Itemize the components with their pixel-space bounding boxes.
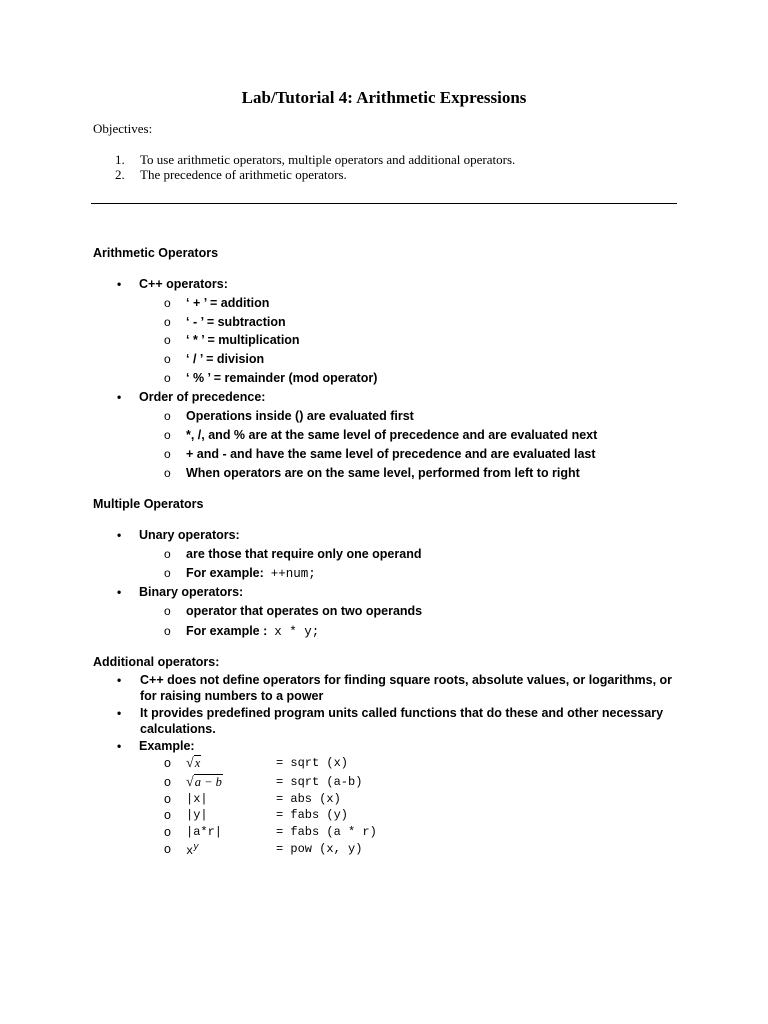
bullet-dot-icon: •: [117, 706, 122, 720]
bullet-label: Example:: [139, 739, 195, 753]
math-expression: |x|: [186, 792, 208, 806]
list-item: [164, 333, 300, 347]
list-item-text: are those that require only one operand: [186, 547, 422, 561]
section-heading-additional: Additional operators:: [93, 655, 220, 669]
math-expression: $x^y$: [186, 842, 199, 858]
list-item-text: ‘ * ’ = multiplication: [186, 333, 300, 347]
hollow-bullet-icon: o: [164, 604, 171, 618]
function-call: = fabs (a * r): [276, 825, 377, 839]
hollow-bullet-icon: o: [164, 756, 171, 770]
hollow-bullet-icon: o: [164, 792, 171, 806]
bullet-dot-icon: •: [117, 390, 122, 404]
bullet-dot-icon: •: [117, 673, 122, 687]
list-item-text: ‘ - ’ = subtraction: [186, 315, 286, 329]
hollow-bullet-icon: o: [164, 775, 171, 789]
bullet-cpp-operators: [117, 277, 228, 291]
paragraph-no-operators: C++ does not define operators for finding square roots, absolute values, or logarithms, or for raising numbers to a power: [140, 673, 673, 703]
hollow-bullet-icon: o: [164, 428, 171, 442]
list-item-text: ‘ / ’ = division: [186, 352, 265, 366]
list-item-text: When operators are on the same level, performed from left to right: [186, 466, 580, 480]
code-snippet: x * y;: [274, 625, 320, 639]
hollow-bullet-icon: o: [164, 352, 171, 366]
bullet-unary-operators: [117, 528, 240, 542]
hollow-bullet-icon: o: [164, 447, 171, 461]
bullet-label: Binary operators:: [139, 585, 244, 599]
hollow-bullet-icon: o: [164, 315, 171, 329]
objectives-label: Objectives:: [93, 121, 153, 136]
bullet-label: Order of precedence:: [139, 390, 266, 404]
bullet-dot-icon: •: [117, 585, 122, 599]
hollow-bullet-icon: o: [164, 808, 171, 822]
objective-item: [115, 167, 347, 183]
hollow-bullet-icon: o: [164, 825, 171, 839]
section-heading-multiple: Multiple Operators: [93, 497, 204, 511]
hollow-bullet-icon: o: [164, 371, 171, 385]
list-item: [164, 624, 319, 639]
function-call: = sqrt (a-b): [276, 775, 363, 789]
square-root-icon: √: [186, 756, 194, 771]
list-item: [164, 371, 377, 385]
list-item: [164, 604, 422, 618]
horizontal-divider: [91, 203, 677, 204]
list-item-text: operator that operates on two operands: [186, 604, 423, 618]
list-item: [164, 352, 264, 366]
paragraph-predefined-functions: It provides predefined program units called functions that do these and other necessary calculations.: [140, 706, 664, 736]
list-item-text: Operations inside () are evaluated first: [186, 409, 414, 423]
code-snippet: ++num;: [270, 567, 316, 581]
hollow-bullet-icon: o: [164, 296, 171, 310]
bullet-dot-icon: •: [117, 528, 122, 542]
objective-number: 2.: [115, 167, 125, 182]
math-expression: √a − b: [186, 775, 222, 790]
list-item-text: *, /, and % are at the same level of precedence and are evaluated next: [186, 428, 598, 442]
hollow-bullet-icon: o: [164, 842, 171, 856]
hollow-bullet-icon: o: [164, 466, 171, 480]
list-item: [164, 547, 421, 561]
section-heading-arithmetic: Arithmetic Operators: [93, 246, 219, 260]
hollow-bullet-icon: o: [164, 624, 171, 638]
function-call: = sqrt (x): [276, 756, 349, 770]
hollow-bullet-icon: o: [164, 566, 171, 580]
list-item-text: + and - and have the same level of precedence and are evaluated last: [186, 447, 596, 461]
page-title: Lab/Tutorial 4: Arithmetic Expressions: [241, 88, 527, 107]
list-item: [164, 428, 597, 442]
list-item-text: ‘ % ’ = remainder (mod operator): [186, 371, 378, 385]
objective-text: The precedence of arithmetic operators.: [140, 167, 347, 182]
list-item-text: For example:: [186, 566, 264, 580]
bullet-label: Unary operators:: [139, 528, 240, 542]
bullet-order-of-precedence: [117, 390, 265, 404]
math-expression: |a*r|: [186, 825, 223, 839]
function-call: = pow (x, y): [276, 842, 363, 856]
example-row: [164, 756, 424, 774]
example-row: [164, 842, 424, 860]
bullet-dot-icon: •: [117, 739, 122, 753]
objective-item: [115, 152, 515, 168]
math-expression: √x: [186, 756, 201, 771]
list-item: [164, 466, 580, 480]
list-item: [164, 409, 414, 423]
objective-number: 1.: [115, 152, 125, 167]
function-call: = fabs (y): [276, 808, 349, 822]
square-root-icon: √: [186, 775, 194, 790]
list-item-text: ‘ + ’ = addition: [186, 296, 270, 310]
hollow-bullet-icon: o: [164, 409, 171, 423]
objective-text: To use arithmetic operators, multiple operators and additional operators.: [140, 152, 516, 167]
list-item: [164, 566, 316, 581]
bullet-binary-operators: [117, 585, 243, 599]
hollow-bullet-icon: o: [164, 547, 171, 561]
example-row: [164, 808, 424, 826]
list-item-text: For example :: [186, 624, 268, 638]
function-call: = abs (x): [276, 792, 341, 806]
bullet-dot-icon: •: [117, 277, 122, 291]
math-expression: |y|: [186, 808, 208, 822]
list-item: [164, 447, 596, 461]
list-item: [164, 315, 286, 329]
example-row: [164, 825, 424, 843]
hollow-bullet-icon: o: [164, 333, 171, 347]
list-item: [164, 296, 269, 310]
bullet-example: [117, 739, 195, 753]
example-row: [164, 775, 424, 793]
bullet-label: C++ operators:: [139, 277, 228, 291]
